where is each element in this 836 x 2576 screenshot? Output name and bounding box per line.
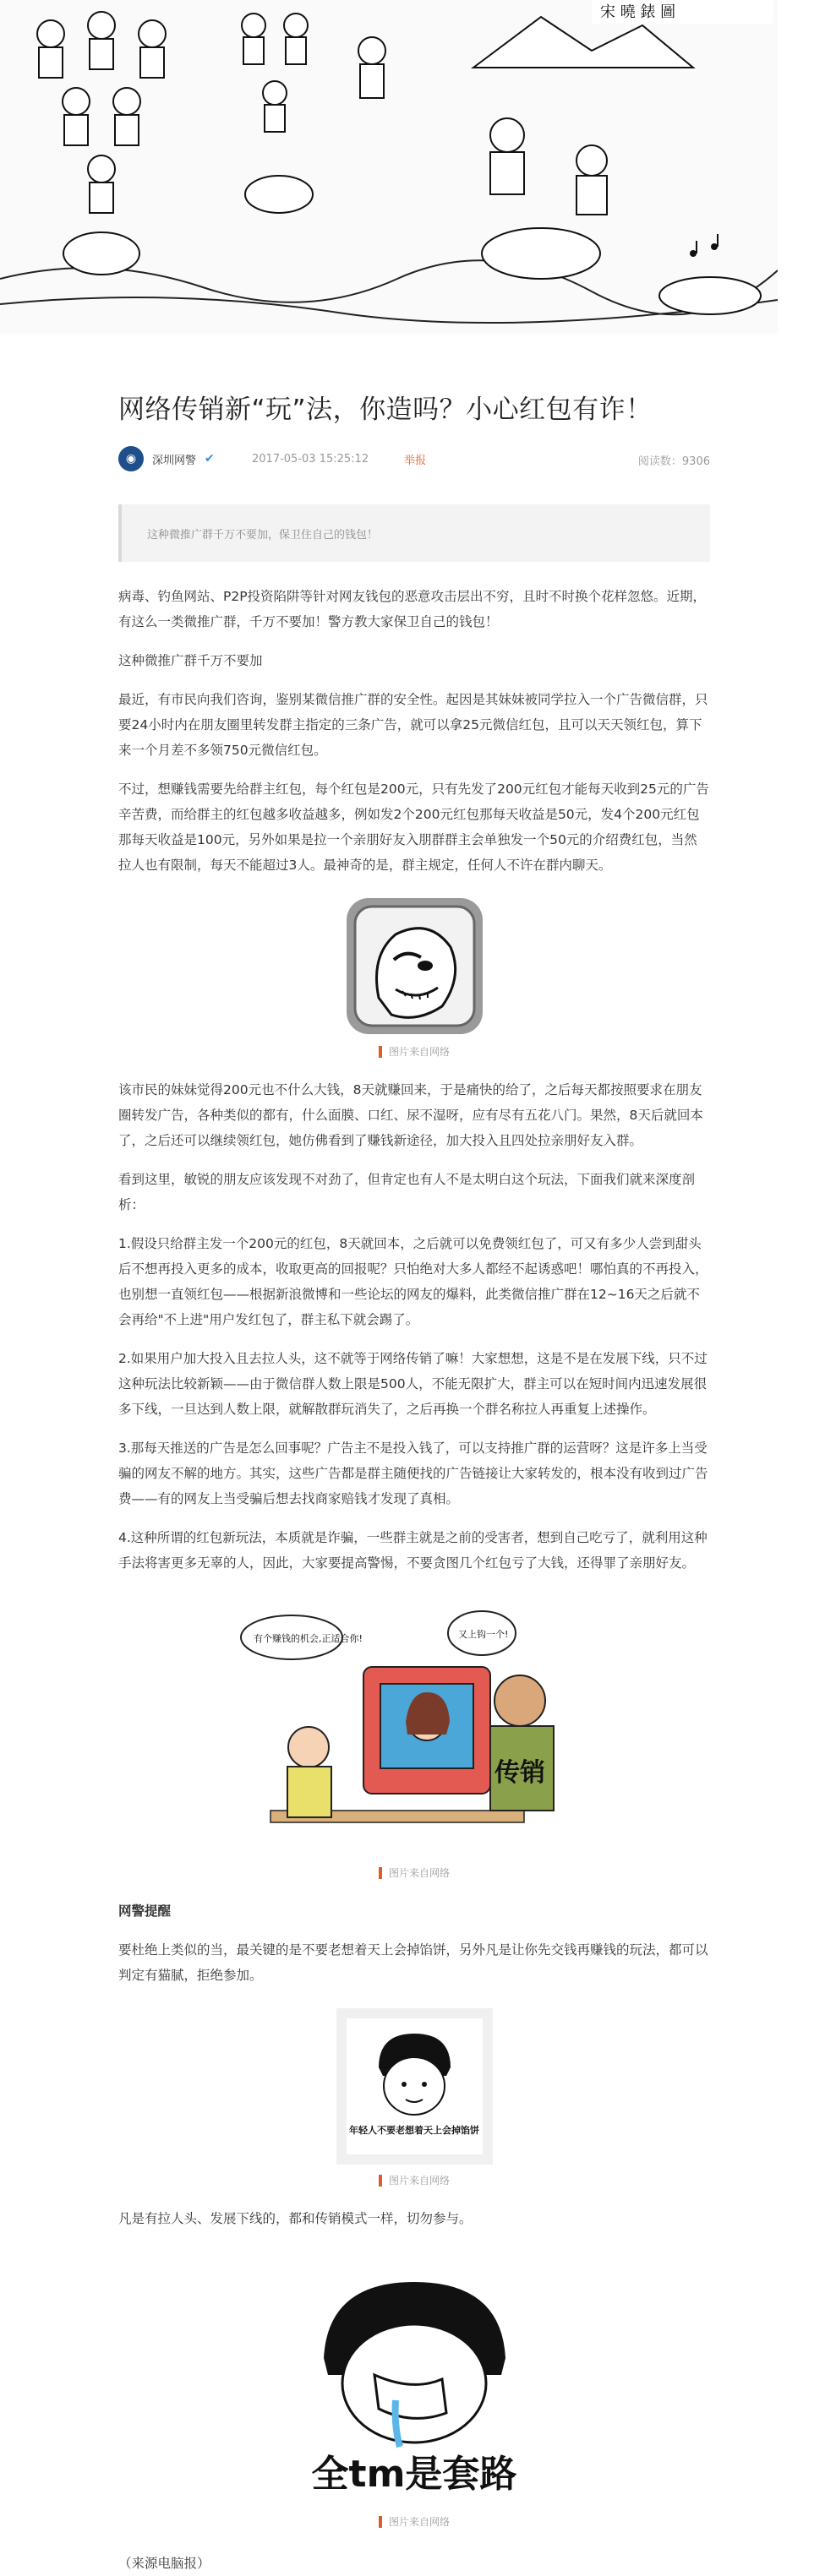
image-caption: 图片来自网络 <box>379 2173 450 2187</box>
verified-icon: ✔ <box>205 452 215 466</box>
section-heading: 网警提醒 <box>118 1903 172 1919</box>
cartoon-label: 传销 <box>494 1758 545 1788</box>
image-caption: 图片来自网络 <box>379 1044 450 1059</box>
paragraph: 凡是有拉人头、发展下线的，都和传销模式一样，切勿参与。 <box>118 2211 473 2226</box>
author-name[interactable]: 深圳网警 <box>152 454 197 467</box>
hero-drawing <box>0 0 778 334</box>
hero-signature: 宋 曉 錶 圖 <box>600 3 676 21</box>
meme-cry-image <box>294 2265 535 2506</box>
publish-time: 2017-05-03 15:25:12 <box>252 452 369 466</box>
figure-meme-pie <box>118 2008 710 2187</box>
paragraph: 2.如果用户加大投入且去拉人头，这不就等于网络传销了嘛！大家想想，这是不是在发展下线，只不过这种玩法比较新颖——由于微信群人数上限是500人，不能无限扩大，群主可以在短时间内迅速发展很多下线，一旦达到人数上限，就解散群玩消失了，之后再换一个群名称拉人再重复上述操作。 <box>118 1351 708 1417</box>
paragraph: 最近，有市民向我们咨询，鉴别某微信推广群的安全性。起因是其妹妹被同学拉入一个广告微信群，只要24小时内在朋友圈里转发群主指定的三条广告，就可以拿25元微信红包，且可以天天领红包，算下来一个月差不多领750元微信红包。 <box>118 692 708 758</box>
section-heading: 这种微推广群千万不要加 <box>118 653 263 668</box>
paragraph: 该市民的妹妹觉得200元也不什么大钱，8天就赚回来，于是痛快的给了，之后每天都按照要求在朋友圈转发广告，各种类似的都有，什么面膜、口红、尿不湿呀，应有尽有五花八门。果然，8天后就回本了，之后还可以继续领红包，她仿佛看到了赚钱新途径，加大投入且四处拉亲朋好友入群。 <box>118 1082 703 1148</box>
paragraph: 4.这种所谓的红包新玩法，本质就是诈骗，一些群主就是之前的受害者，想到自己吃亏了，就利用这种手法将害更多无辜的人，因此，大家要提高警惕，不要贪图几个红包亏了大钱，还得罪了亲朋好友。 <box>118 1530 708 1571</box>
paragraph: 看到这里，敏锐的朋友应该发现不对劲了，但肯定也有人不是太明白这个玩法，下面我们就来深度剖析： <box>118 1172 696 1212</box>
report-link[interactable]: 举报 <box>404 454 427 467</box>
image-caption: 图片来自网络 <box>379 2514 450 2529</box>
paragraph: 不过，想赚钱需要先给群主红包，每个红包是200元，只有先发了200元红包才能每天收到25元的广告辛苦费，而给群主的红包越多收益越多，例如发2个200元红包那每天收益是50元，发4个200元红包那每天收益是100元，另外如果是拉一个亲朋好友入朋群群主会单独发一个50元的介绍费红包，当然拉人也有限制，每天不能超过3人。最神奇的是，群主规定，任何人不许在群内聊天。 <box>118 782 709 873</box>
pyramid-scheme-cartoon <box>237 1599 592 1857</box>
right-margin <box>778 0 836 334</box>
summary-text: 这种微推广群千万不要加，保卫住自己的钱包！ <box>147 528 379 542</box>
read-count: 阅读数：9306 <box>637 455 710 468</box>
image-caption: 图片来自网络 <box>379 1865 450 1880</box>
figure-meme-cry <box>118 2265 710 2529</box>
article-meta <box>118 445 710 472</box>
hero-illustration <box>0 0 778 334</box>
author-avatar[interactable]: ◉ <box>118 446 144 471</box>
speech-bubble-left: 有个赚钱的机会,正适合你! <box>254 1633 363 1644</box>
meme-face-image <box>345 896 484 1036</box>
figure-meme-face <box>118 896 710 1059</box>
paragraph: 1.假设只给群主发一个200元的红包，8天就回本，之后就可以免费领红包了，可又有多少人尝到甜头后不想再投入更多的成本，收取更高的回报呢？只怕绝对大多人都经不起诱惑吧！哪怕真的不再投入，也别想一直领红包——根据新浪微博和一些论坛的网友的爆料，此类微信推广群在12~16天之后就不会再给"不上进"用户发红包了，群主私下就会踢了。 <box>118 1236 708 1327</box>
article-title: 网络传销新“玩”法，你造吗？小心红包有诈！ <box>118 395 653 425</box>
paragraph: 病毒、钓鱼网站、P2P投资陷阱等针对网友钱包的恶意攻击层出不穷，且时不时换个花样忽悠。近期，有这么一类微推广群，千万不要加！警方教大家保卫自己的钱包！ <box>118 589 707 629</box>
paragraph: 要杜绝上类似的当，最关键的是不要老想着天上会掉馅饼，另外凡是让你先交钱再赚钱的玩法，都可以判定有猫腻，拒绝参加。 <box>118 1942 708 1983</box>
source-note: （来源电脑报） <box>118 2556 210 2571</box>
meme-pie-image <box>336 2008 493 2165</box>
article-summary <box>118 504 710 562</box>
paragraph: 3.那每天推送的广告是怎么回事呢？广告主不是投入钱了，可以支持推广群的运营呀？这是许多上当受骗的网友不解的地方。其实，这些广告都是群主随便找的广告链接让大家转发的，根本没有收到过广告费——有的网友上当受骗后想去找商家赔钱才发现了真相。 <box>118 1440 708 1506</box>
figure-cartoon <box>118 1599 710 1880</box>
meme-cry-caption: 全tm是套路 <box>311 2453 516 2496</box>
meme-pie-caption: 年轻人不要老想着天上会掉馅饼 <box>348 2125 479 2136</box>
speech-bubble-right: 又上钩一个! <box>458 1629 509 1640</box>
article <box>118 334 710 2576</box>
